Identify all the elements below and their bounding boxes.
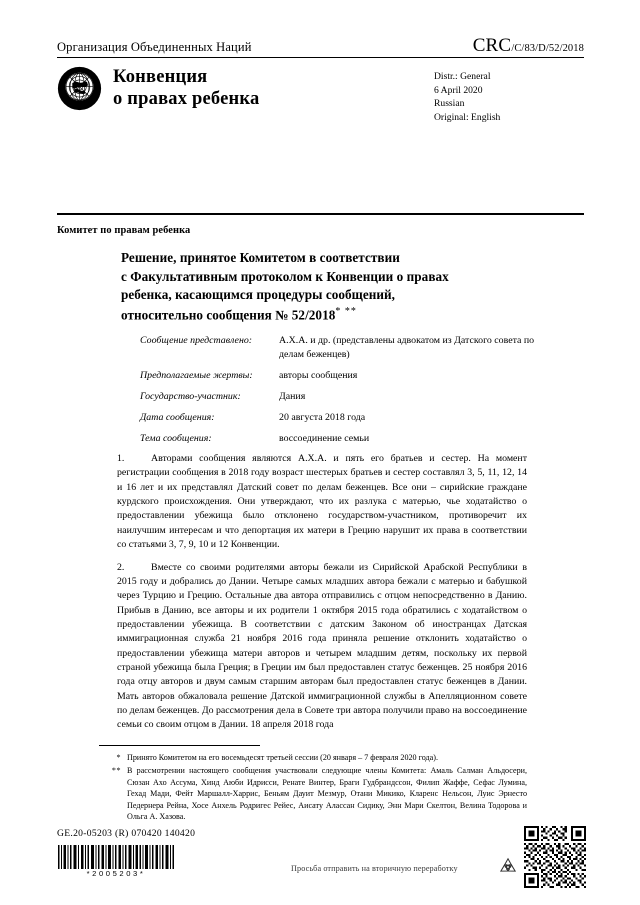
footnote-text: В рассмотрении настоящего сообщения участвовали следующие члены Комитета: Амаль Салман Альдосери, Сюзан Ахо Ассума, Хинд Аюби Идрисси, Ренате Винтер, Браги Гудбрандссон, Филип Жаффе, Сефас Лумина, Гехад Мади, Фейт Маршалл-Харрис, Беньям Дауит Мезмур, Отани Микико, Кларенс Нельсон, Луис Эрнесто Педернера Рейна, Хосе Анхель Родригес Рейес, Аисату Алассан Сидику, Энн Мари Скелтон, Велина Тодорова и Ольга А. Хазова. bbox=[127, 766, 527, 822]
metadata-value: Дания bbox=[279, 390, 306, 402]
organization-name: Организация Объединенных Наций bbox=[57, 40, 252, 55]
document-symbol-suffix: /C/83/D/52/2018 bbox=[511, 43, 584, 54]
paragraph bbox=[117, 452, 527, 553]
metadata-label: Сообщение представлено: bbox=[140, 335, 253, 346]
document-symbol bbox=[473, 36, 584, 55]
footnote-separator bbox=[99, 745, 260, 746]
document-title bbox=[121, 249, 541, 325]
metadata-label: Дата сообщения: bbox=[140, 412, 215, 424]
metadata-label: Тема сообщения: bbox=[140, 433, 212, 445]
title-footnote-marks: * ** bbox=[335, 306, 357, 318]
metadata-row bbox=[140, 411, 540, 425]
metadata-value: воссоединение семьи bbox=[279, 433, 370, 445]
document-title-line4 bbox=[121, 305, 541, 325]
barcode-icon bbox=[57, 845, 175, 869]
footnotes bbox=[99, 752, 527, 825]
distribution-language: Russian bbox=[434, 98, 465, 110]
case-metadata bbox=[140, 334, 540, 453]
footnote-text: Принято Комитетом на его восемьдесят третьей сессии (20 января – 7 февраля 2020 года). bbox=[127, 753, 438, 762]
distribution-block bbox=[430, 66, 584, 124]
masthead bbox=[57, 36, 584, 124]
footnote bbox=[99, 765, 527, 822]
document-job-number: GE.20-05203 (R) 070420 140420 bbox=[57, 828, 196, 839]
emblem-and-title bbox=[57, 66, 259, 111]
document-symbol-main: CRC bbox=[472, 35, 512, 56]
footnote-marker: * bbox=[116, 753, 121, 762]
header-bottom-rule bbox=[57, 213, 584, 215]
footnote-marker: ** bbox=[111, 766, 121, 776]
convention-title-line2: о правах ребенка bbox=[113, 88, 260, 109]
convention-title bbox=[113, 67, 259, 111]
un-emblem-icon bbox=[57, 66, 102, 111]
barcode-digits: *2005203* bbox=[86, 869, 146, 878]
document-body bbox=[117, 452, 527, 741]
metadata-row bbox=[140, 432, 540, 446]
distribution-type: Distr.: General bbox=[434, 71, 491, 82]
metadata-value: 20 августа 2018 года bbox=[279, 412, 366, 424]
metadata-row bbox=[140, 390, 540, 404]
paragraph-number: 2. bbox=[117, 561, 125, 573]
convention-title-line1: Конвенция bbox=[113, 66, 208, 87]
paragraph-text: Авторами сообщения являются А.Х.А. и пять его братьев и сестер. На момент регистрации сообщения в 2018 году возраст шестерых братьев и сестер составлял 3, 5, 11, 12, 14 и 16 лет и их представлял Датский совет по делам беженцев. Все они – сирийские граждане курдского происхождения. Они утверждают, что их разлука с матерью, чье ходатайство о предоставлении убежища было отклонено государством-участником, противоречит их наилучшим интересам и что депортация их матери в Грецию нарушит их права в соответствии со статьями 3, 7, 9, 10 и 12 Конвенции. bbox=[117, 453, 527, 551]
footnote bbox=[99, 752, 527, 763]
distribution-original: Original: English bbox=[434, 111, 501, 123]
paragraph-number: 1. bbox=[117, 453, 125, 464]
paragraph bbox=[117, 561, 527, 733]
document-title-line2: с Факультативным протоколом к Конвенции о правах bbox=[121, 268, 449, 284]
committee-name: Комитет по правам ребенка bbox=[57, 225, 191, 236]
metadata-label: Предполагаемые жертвы: bbox=[140, 369, 253, 381]
masthead-top-row bbox=[57, 36, 584, 57]
document-title-line3: ребенка, касающимся процедуры сообщений, bbox=[121, 287, 396, 303]
document-title-line1: Решение, принятое Комитетом в соответствии bbox=[121, 250, 400, 265]
metadata-value: А.Х.А. и др. (представлены адвокатом из Датского совета по делам беженцев) bbox=[279, 335, 535, 360]
masthead-divider bbox=[57, 57, 584, 58]
metadata-value: авторы сообщения bbox=[279, 369, 358, 381]
metadata-row bbox=[140, 369, 540, 383]
document-title-line4-text: относительно сообщения № 52/2018 bbox=[121, 307, 336, 323]
paragraph-text: Вместе со своими родителями авторы бежали из Сирийской Арабской Республики в 2015 году и добрались до Дании. Четыре самых младших автора бежали с матерью и бабушкой через Турцию и Грецию. Остальные два автора отправились с отцом непосредственно в Данию. Прибыв в Данию, все авторы и их родители 1 октября 2015 года обратились с ходатайством о предоставлении убежища. В соответствии с датским Законом об иностранцах Датская иммиграционная служба 21 ноября 2016 года приняла решение отклонить ходатайство о предоставлении убежища матери авторов и четырем младшим детям, поскольку их первой страной убежища была Греция; в Греции им был предоставлен статус беженцев. 25 ноября 2016 года отцу авторов и двум самым старшим авторам был предоставлен статус беженцев в Дании. Мать авторов обжаловала решение Датской иммиграционной службы в Апелляционном совете по делам беженцев. До рассмотрения дела в Совете три автора получили право на воссоединение семьи со своим отцом в Дании. 18 апреля 2018 года bbox=[117, 561, 527, 731]
recycle-icon bbox=[497, 856, 519, 878]
masthead-body-row bbox=[57, 66, 584, 124]
qr-code-icon bbox=[524, 826, 586, 888]
metadata-label: Государство-участник: bbox=[140, 390, 241, 402]
metadata-row bbox=[140, 334, 540, 361]
distribution-date: 6 April 2020 bbox=[434, 84, 483, 96]
recycle-note: Просьба отправить на вторичную переработку bbox=[291, 864, 458, 873]
